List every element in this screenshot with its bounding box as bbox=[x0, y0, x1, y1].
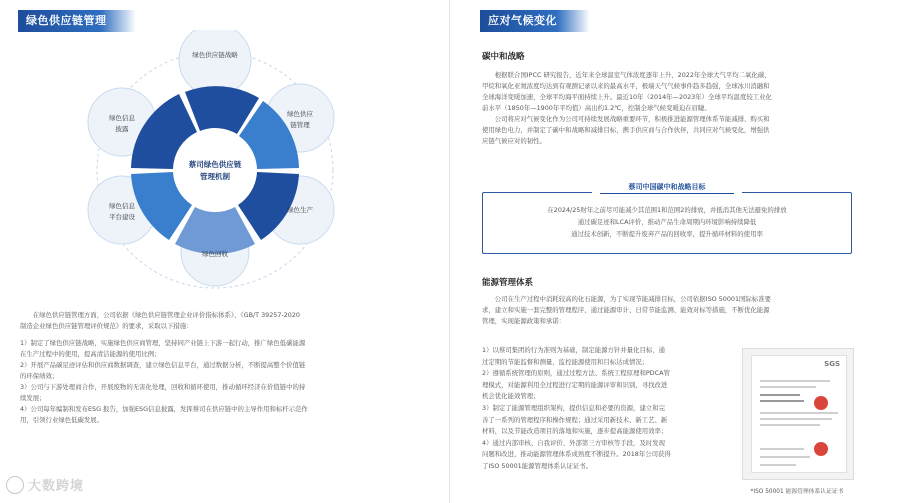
label-left-top-2: 披露 bbox=[115, 125, 129, 133]
energy-intro-text bbox=[482, 294, 856, 327]
energy-intro-line: 求，建立和实施一套完整的管理程序，通过能源审计、日常节能监测、能效对标等措施，不断优化能源 bbox=[482, 306, 770, 314]
measures-list bbox=[20, 338, 412, 426]
carbon-strategy-title: 碳中和战略 bbox=[482, 52, 525, 62]
certificate-caption: *ISO 50001 能源管理体系认证证书 bbox=[750, 489, 844, 495]
carbon-strategy-text bbox=[482, 70, 854, 147]
carbon-line: 使用绿色电力，并制定了碳中和战略和减排目标，携手供应商与合作伙伴，共同应对气候变化，增强供 bbox=[482, 126, 770, 134]
watermark-logo-icon bbox=[6, 476, 24, 494]
green-supply-chain-text bbox=[20, 310, 412, 429]
carbon-line: 全球海洋变暖加速，全球平均海平面持续上升。最近10年（2014年—2023年）全球平均温度较工业化 bbox=[482, 93, 772, 101]
energy-item-line: 问题和改进，推动能源管理体系成熟度不断提升。2018年公司获得 bbox=[482, 450, 671, 459]
segment-bottom bbox=[175, 207, 255, 254]
intro-line-2: 制造企业绿色供应链管理评价规范》的要求，采取以下措施： bbox=[20, 322, 193, 330]
carbon-line: 公司将应对气候变化作为公司可持续发展战略重要环节，积极推进能源管理体系节能减排、购买和 bbox=[494, 115, 770, 123]
bubble-top bbox=[179, 30, 251, 96]
certificate-stamp bbox=[814, 396, 828, 410]
iso-certificate-image bbox=[742, 348, 854, 480]
intro-line-1: 在绿色供应链管理方面，公司依据《绿色供应链管理企业评价指标体系》、《GB/T 39257-2020 bbox=[32, 311, 301, 319]
diagram-center-line2: 管理机制 bbox=[200, 172, 230, 181]
goal-line: 通过技术创新，不断提升废弃产品的回收率，提升循环材料的使用率 bbox=[571, 230, 763, 238]
goal-line: 通过碳足迹和LCA评价，推动产品生命周期内环境影响持续降低 bbox=[577, 218, 757, 226]
label-left-top-1: 绿色信息 bbox=[109, 114, 135, 122]
sgs-logo: SGS bbox=[824, 360, 840, 368]
energy-item-line: 了ISO 50001能源管理体系认证证书。 bbox=[482, 461, 593, 470]
goal-line: 在2024/25财年之前尽可能减少其范围1和范围2的排放，并抵消其他无法避免的排放 bbox=[547, 206, 787, 214]
measure-line: 3）公司与下游处理商合作，开展废物的无害化处理，回收和循环使用，推动循环经济在价值链中的持 bbox=[20, 383, 306, 391]
certificate-stamp bbox=[814, 442, 828, 456]
section-title-climate: 应对气候变化 bbox=[480, 10, 590, 32]
carbon-goal-list bbox=[482, 200, 852, 240]
measure-line: 在生产过程中的使用，提高清洁能源的使用比例； bbox=[20, 350, 161, 358]
watermark bbox=[6, 475, 84, 494]
label-right-top-2: 链管理 bbox=[290, 121, 310, 129]
energy-item-line: 理模式，对能源利用全过程进行定期的能源评审和识别，寻找改进 bbox=[482, 380, 668, 389]
certificate-sheet bbox=[751, 355, 847, 473]
measure-line: 1）制定了绿色供应链战略，实施绿色供应商管理，坚持同产业链上下游一起行动，推广绿色低碳能源 bbox=[20, 339, 306, 347]
diagram-center-line1: 蔡司绿色供应链 bbox=[188, 160, 242, 169]
measure-line: 2）开展产品碳足迹评估和供应商数据调查，建立绿色信息平台，通过数据分析，不断提高整个价值链 bbox=[20, 361, 306, 369]
carbon-goal-title: 蔡司中国碳中和战略目标 bbox=[592, 180, 742, 194]
energy-intro-line: 管理，实现能源政策和承诺： bbox=[482, 317, 566, 325]
energy-item-line: 过定期的节能监督和测量，监控能源使用和目标达成情况； bbox=[482, 357, 649, 366]
carbon-line: 根据联合国IPCC 研究报告，近年来全球温室气体浓度逐年上升，2022年全球大气平均二氧化碳、 bbox=[494, 71, 771, 79]
supply-chain-cycle-diagram bbox=[0, 30, 450, 320]
carbon-line: 应链气候应对的韧性。 bbox=[482, 137, 546, 145]
watermark-text: 大数跨境 bbox=[28, 479, 85, 494]
energy-item-line: 3）制定了能源管理组织架构，提供信息和必要的资源，建立和完 bbox=[482, 403, 666, 412]
section-title-green-supply-chain: 绿色供应链管理 bbox=[18, 10, 136, 32]
label-left-bottom-1: 绿色信息 bbox=[109, 202, 135, 210]
carbon-line: 前水平（1850年—1900年平均值）高出约1.2℃，控制全球气候变暖迫在眉睫。 bbox=[482, 104, 711, 112]
energy-items-text bbox=[482, 345, 734, 473]
energy-item-line: 材料，以及节能改造项目的落地和实施，逐步提高能源使用效率； bbox=[482, 427, 668, 436]
energy-item-line: 4）通过内部审核、自我评价、外部第三方审核等手段，及时发现 bbox=[482, 438, 666, 447]
measure-line: 续发展； bbox=[20, 394, 46, 402]
label-right-bottom: 绿色生产 bbox=[287, 206, 313, 214]
energy-item-line: 1）以蔡司集团的行为准则为基础，制定能源方针并量化目标，通 bbox=[482, 346, 666, 354]
label-left-bottom-2: 平台建设 bbox=[109, 213, 135, 221]
energy-item-line: 2）遵循系统管理的原则，通过过程方法、系统工程原理和PDCA管 bbox=[482, 369, 670, 378]
carbon-line: 甲烷和氧化亚氮浓度均达到有观测记录以来的最高水平，极端天气气候事件趋多趋强，全球冰川消融和 bbox=[482, 82, 770, 90]
energy-item-line: 善了一系列的管理程序和操作规程；通过采用新技术、新工艺、新 bbox=[482, 415, 668, 424]
label-right-top-1: 绿色供应 bbox=[287, 110, 313, 118]
intro-paragraph bbox=[20, 310, 412, 332]
energy-item-line: 机会优化能效管理； bbox=[482, 392, 540, 401]
measure-line: 用，引领行业绿色低碳发展。 bbox=[20, 416, 104, 424]
label-top: 绿色供应链战略 bbox=[192, 51, 238, 59]
measure-line: 的环保绩效； bbox=[20, 372, 59, 380]
measure-line: 4）公司每年编制和发布ESG 报告，加强ESG信息披露，发挥蔡司在供应链中的主导作用和标杆示范作 bbox=[20, 405, 308, 413]
energy-intro-line: 公司在生产过程中消耗较高的化石能源，为了实现节能减排目标，公司依据ISO 50001国际标准要 bbox=[494, 295, 771, 303]
label-bottom: 绿色回收 bbox=[202, 250, 228, 258]
energy-management-title: 能源管理体系 bbox=[482, 278, 534, 288]
